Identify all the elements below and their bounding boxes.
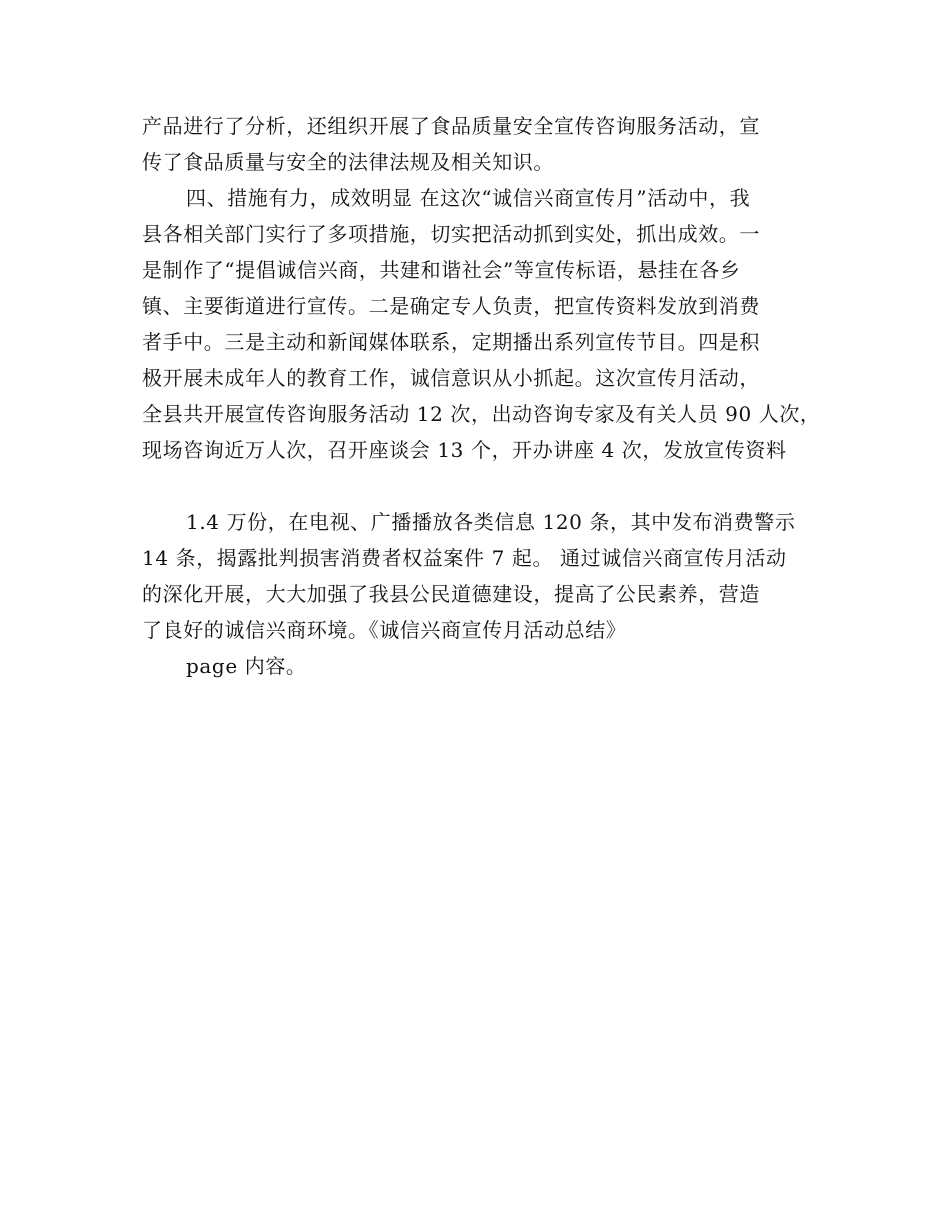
text-line: 的深化开展，大大加强了我县公民道德建设，提高了公民素养，营造 <box>142 582 760 606</box>
section-heading-line: 四、措施有力，成效明显 在这次“诚信兴商宣传月”活动中，我 <box>186 186 751 210</box>
text-line: 者手中。三是主动和新闻媒体联系，定期播出系列宣传节目。四是积 <box>142 330 760 354</box>
text-line: 是制作了“提倡诚信兴商，共建和谐社会”等宣传标语，悬挂在各乡 <box>142 258 741 282</box>
text-line: 现场咨询近万人次，召开座谈会 13 个，开办讲座 4 次，发放宣传资料 <box>142 438 787 462</box>
text-line: 极开展未成年人的教育工作，诚信意识从小抓起。这次宣传月活动， <box>142 366 760 390</box>
trailing-note-line: page 内容。 <box>186 654 307 678</box>
text-line: 镇、主要街道进行宣传。二是确定专人负责，把宣传资料发放到消费 <box>142 294 760 318</box>
text-line: 县各相关部门实行了多项措施，切实把活动抓到实处，抓出成效。一 <box>142 222 760 246</box>
text-line: 14 条，揭露批判损害消费者权益案件 7 起。 通过诚信兴商宣传月活动 <box>142 546 787 570</box>
text-line: 传了食品质量与安全的法律法规及相关知识。 <box>142 150 554 174</box>
text-line: 1.4 万份，在电视、广播播放各类信息 120 条，其中发布消费警示 <box>186 510 796 534</box>
text-line: 了良好的诚信兴商环境。《诚信兴商宣传月活动总结》 <box>142 618 627 642</box>
text-line: 全县共开展宣传咨询服务活动 12 次，出动咨询专家及有关人员 90 人次， <box>142 402 821 426</box>
text-line: 产品进行了分析，还组织开展了食品质量安全宣传咨询服务活动，宣 <box>142 114 760 138</box>
